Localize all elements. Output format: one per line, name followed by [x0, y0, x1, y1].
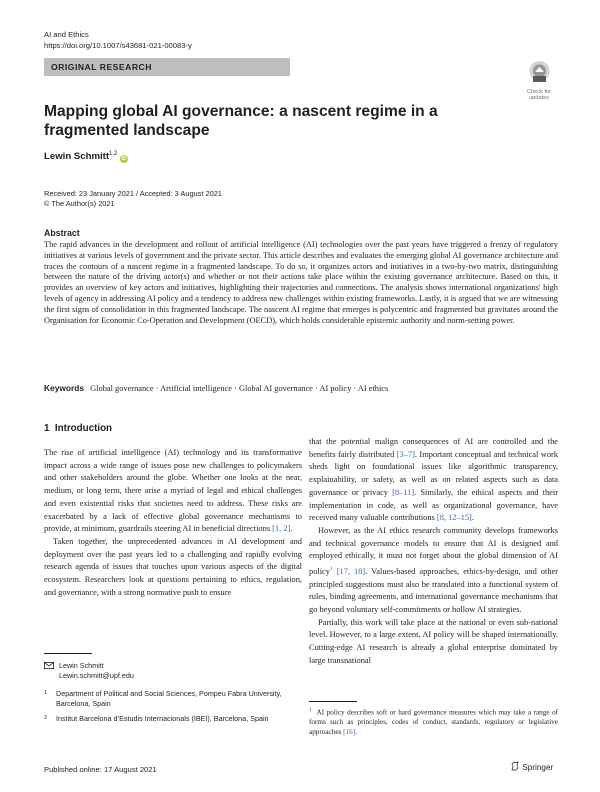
keywords-list: Global governance · Artificial intelligence · Global AI governance · AI policy · AI ethics: [90, 384, 389, 393]
citation-link[interactable]: [16]: [343, 727, 356, 736]
citation-link[interactable]: [8, 12–15]: [436, 513, 472, 523]
check-for-updates-line1: Check for: [527, 89, 551, 95]
publisher-logo[interactable]: [510, 761, 553, 772]
article-title: Mapping global AI governance: a nascent regime in a fragmented landscape: [44, 103, 438, 139]
doi-link[interactable]: https://doi.org/10.1007/s43681-021-00083-y: [44, 41, 192, 50]
correspondence-email[interactable]: Lewin.schmitt@upf.edu: [59, 670, 134, 680]
envelope-icon: [44, 662, 54, 669]
affiliation-number: 2: [44, 715, 48, 721]
right-column: [309, 436, 558, 667]
check-for-updates-badge[interactable]: [521, 60, 557, 101]
footnote-divider-left: [44, 653, 92, 654]
author-name[interactable]: Lewin Schmitt: [44, 151, 110, 163]
article-dates: [44, 189, 222, 209]
check-for-updates-line2: updates: [529, 95, 549, 101]
citation-link[interactable]: [17, 18]: [336, 566, 366, 576]
intro-paragraph-2: Taken together, the unprecedented advances in AI development and deployment over the past years led to a challenging and rapidly evolving research agenda of issues that touches upon various aspects of the digital ecosystem. Researchers look at questions pertaining to ethics, regulation, and governance, with a strong normative push to ensure: [44, 536, 302, 597]
publisher-name: Springer: [522, 763, 554, 772]
correspondence-name: Lewin Schmitt: [59, 661, 104, 670]
abstract-heading: Abstract: [44, 228, 80, 238]
intro-paragraph-1: The rise of artificial intelligence (AI) technology and its transformative impact across a wide range of issues pose new challenges to policymakers and other stakeholders around the globe. Whether one looks at the near, medium, or long term, there arise a myriad of legal and ethical challenges and even existential risks that societies need to address. These risks are exacerbated by a lack of effective global governance mechanisms to provide, at minimum, guardrails steering AI in beneficial directions [1, 2].: [44, 448, 302, 534]
affiliation-2: [44, 714, 302, 724]
intro-paragraph-5: Partially, this work will take place at the national or even sub-national level. However, to a large extent, AI policy will be shaped internationally. Cutting-edge AI research is already a global enterprise dominated by large transnational: [309, 617, 558, 665]
author-line: [44, 151, 128, 163]
citation-link[interactable]: [3–7]: [396, 449, 415, 459]
left-column: [44, 447, 302, 599]
affiliation-text: Institut Barcelona d’Estudis Internacionals (IBEI), Barcelona, Spain: [56, 714, 269, 723]
keywords-label: Keywords: [44, 383, 85, 393]
intro-paragraph-4: However, as the AI ethics research community develops frameworks and technical governance models to ensure that AI is designed and employed ethically, it must not forget about the global dimension of AI policy$^1$ [17, 18]. Values-based approaches, ethics-by-design, and other principled suggestions must also be translated into a functional system of rules, binding agreements, and international governance mechanisms that go beyond voluntary self-commitments or hollow AI strategies.: [309, 525, 559, 614]
intro-paragraph-3: that the potential malign consequences of AI are controlled and the benefits fairly distributed [3–7]. Important conceptual and technical work sheds light on foundational issues like algorithmic transparency, explainability, or safety, as well as on related aspects such as data governance or privacy [8–11]. Similarly, the ethical aspects and their implementation in code, as well as organizational governance, have received many valuable contributions [8, 12–15].: [309, 437, 559, 523]
footnote-marker[interactable]: 1: [329, 566, 333, 573]
published-date: Published online: 17 August 2021: [44, 765, 157, 774]
section-number: 1: [44, 423, 50, 434]
article-type-banner: ORIGINAL RESEARCH: [44, 58, 290, 76]
citation-link[interactable]: [1, 2]: [272, 524, 291, 534]
orcid-icon[interactable]: iD: [121, 156, 127, 163]
abstract-text: The rapid advances in the development and rollout of artificial intelligence (AI) technologies over the past years have triggered a frenzy of regulatory initiatives at various levels of government and the private sector. This article describes and evaluates the emerging global AI governance architecture and traces the contours of a nascent regime in a fragmented landscape. To do so, it organizes actors and initiatives in a two-by-two matrix, distinguishing between the nature of the driving actor(s) and whether or not their actions take place within the existing governance architecture. Based on this, it provides an overview of key actors and initiatives, highlighting their trajectories and connections. The analysis shows international organizations' high levels of agency in addressing AI policy and a tendency to address new challenges within existing frameworks. Lastly, it is argued that we are witnessing the first signs of consolidation in this fragmented landscape. The nascent AI regime that emerges is polycentric and fragmented but gravitates around the Organisation for Economic Co-Operation and Development (OECD), which holds considerable epistemic authority and norm-setting power.: [44, 240, 558, 325]
footnote-number: 1: [309, 708, 312, 713]
copyright: © The Author(s) 2021: [44, 199, 115, 208]
journal-name: AI and Ethics: [44, 30, 89, 39]
affiliation-number: 1: [44, 690, 48, 696]
received-accepted: Received: 23 January 2021 / Accepted: 3 August 2021: [44, 189, 222, 198]
keywords: [44, 383, 558, 394]
author-affiliation-marks: 1,2: [109, 151, 118, 157]
footnote-divider-right: [309, 701, 357, 702]
citation-link[interactable]: [8–11]: [392, 487, 415, 497]
section-heading: [44, 423, 112, 434]
affiliation-1: [44, 689, 302, 708]
correspondence: [44, 661, 302, 680]
check-for-updates-icon: [526, 60, 553, 84]
springer-horse-icon: [510, 761, 520, 771]
journal-header: [44, 29, 192, 51]
affiliation-text: Department of Political and Social Sciences, Pompeu Fabra University, Barcelona, Spain: [56, 689, 282, 708]
footnote: $^1$ AI policy describes soft or hard governance measures which may take a range of forms such as principles, codes of conduct, standards, regulatory or legislative approaches [16].: [309, 708, 559, 736]
section-title: Introduction: [54, 423, 113, 434]
